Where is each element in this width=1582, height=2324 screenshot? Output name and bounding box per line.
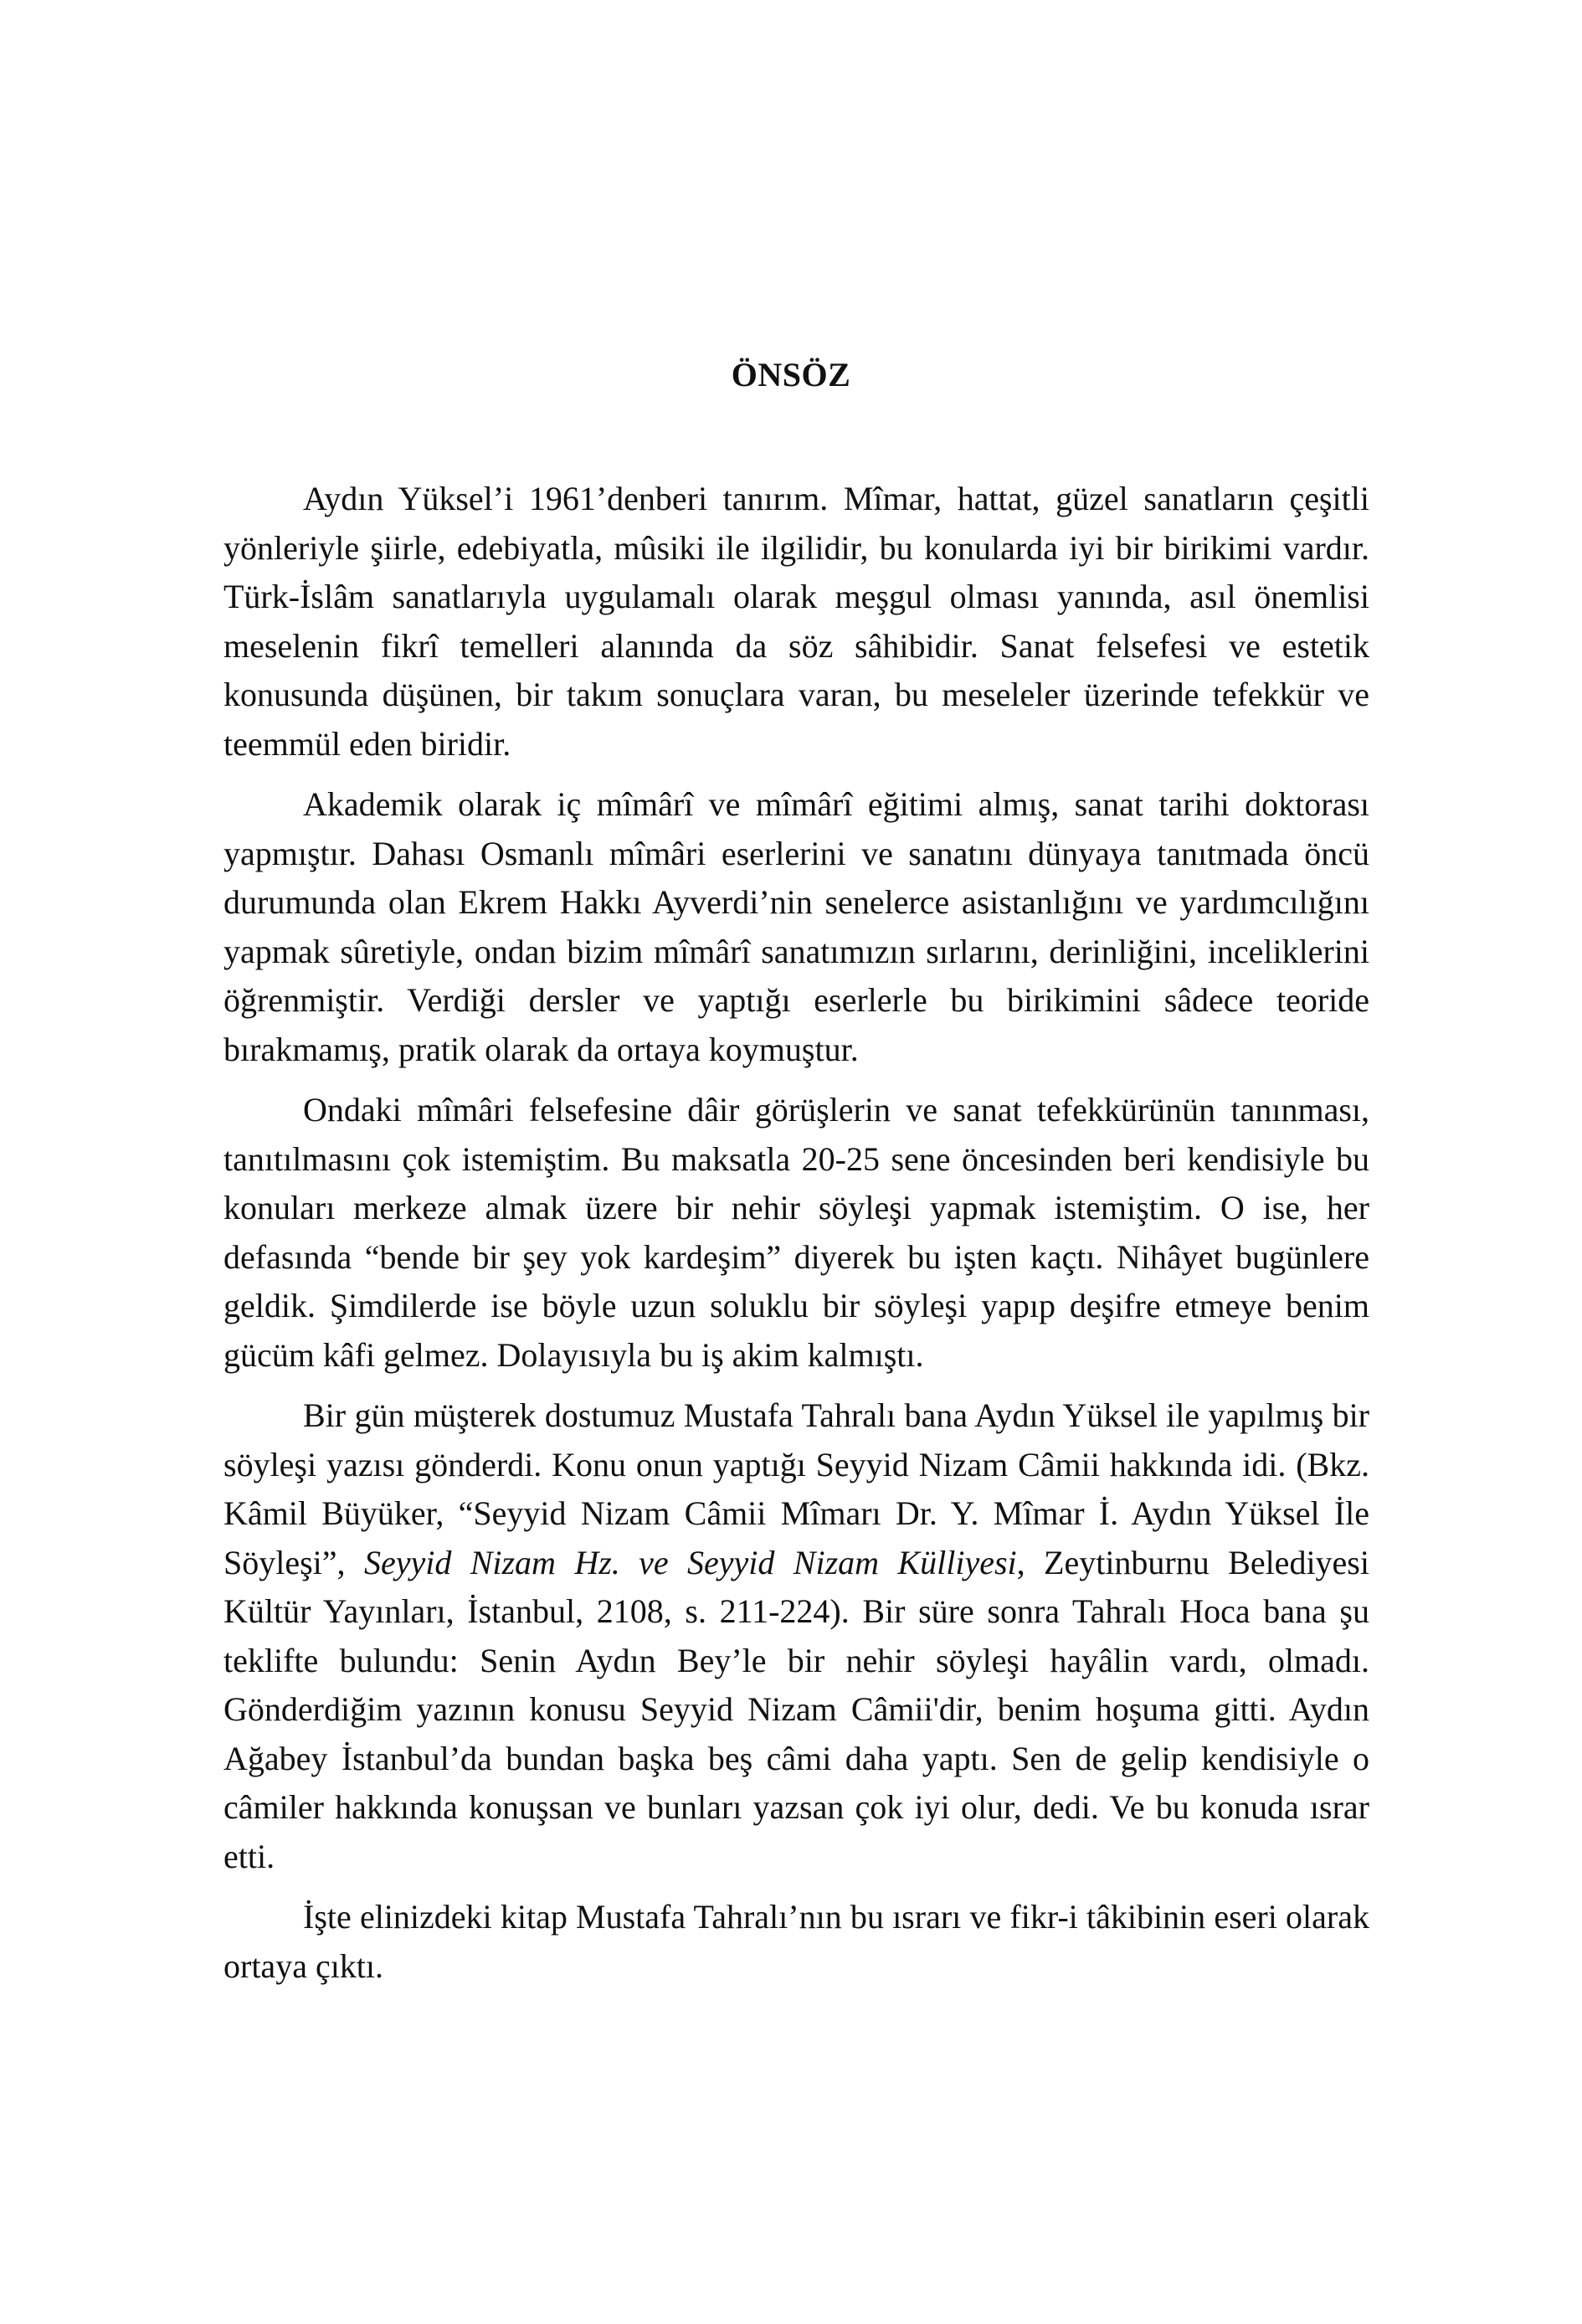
preface-body — [223, 475, 1369, 2003]
paragraph-1 — [223, 475, 1369, 769]
paragraph-4-text-a: Bir gün müşterek dostumuz Mustafa Tahralı bana Aydın Yüksel ile yapılmış bir söyleşi yazısı gönderdi. Konu onun yaptığı Seyyid Nizam Câmii hakkında idi. (Bkz. Kâmil Büyüker, “Seyyid Nizam Câmii Mîmarı Dr. Y. Mîmar İ. Aydın Yüksel İle Söyleşi”, — [223, 1396, 1369, 1581]
paragraph-5-text: İşte elinizdeki kitap Mustafa Tahralı’nın bu ısrarı ve fikr-i tâkibinin eseri olarak ortaya çıktı. — [223, 1898, 1369, 1985]
page-title: ÖNSÖZ — [731, 356, 851, 393]
paragraph-4 — [223, 1391, 1369, 1881]
paragraph-3-text: Ondaki mîmâri felsefesine dâir görüşlerin ve sanat tefekkürünün tanınması, tanıtılmasını çok istemiştim. Bu maksatla 20-25 sene öncesinden beri kendisiyle bu konuları merkeze almak üzere bir nehir söyleşi yapmak istemiştim. O ise, her defasında “bende bir şey yok kardeşim” diyerek bu işten kaçtı. Nihâyet bugünlere geldik. Şimdilerde ise böyle uzun soluklu bir söyleşi yapıp deşifre etmeye benim gücüm kâfi gelmez. Dolayısıyla bu iş akim kalmıştı. — [223, 1091, 1369, 1374]
paragraph-1-text: Aydın Yüksel’i 1961’denberi tanırım. Mîmar, hattat, güzel sanatların çeşitli yönleriyle şiirle, edebiyatla, mûsiki ile ilgilidir, bu konularda iyi bir birikimi vardır. Türk-İslâm sanatlarıyla uygulamalı olarak meşgul olması yanında, asıl önemlisi meselenin fikrî temelleri alanında da söz sâhibidir. Sanat felsefesi ve estetik konusunda düşünen, bir takım sonuçlara varan, bu meseleler üzerinde tefekkür ve teemmül eden biridir. — [223, 480, 1369, 763]
paragraph-2-text: Akademik olarak iç mîmârî ve mîmârî eğitimi almış, sanat tarihi doktorası yapmıştır. Dahası Osmanlı mîmâri eserlerini ve sanatını dünyaya tanıtmada öncü durumunda olan Ekrem Hakkı Ayverdi’nin senelerce asistanlığını ve yardımcılığını yapmak sûretiyle, ondan bizim mîmârî sanatımızın sırlarını, derinliğini, inceliklerini öğrenmiştir. Verdiği dersler ve yaptığı eserlerle bu birikimini sâdece teoride bırakmamış, pratik olarak da ortaya koymuştur. — [223, 785, 1369, 1068]
book-title-italic: Seyyid Nizam Hz. ve Seyyid Nizam Külliyesi — [363, 1543, 1017, 1581]
paragraph-4-text-b: , Zeytinburnu Belediyesi Kültür Yayınları, İstanbul, 2108, s. 211-224). Bir süre sonra Tahralı Hoca bana şu teklifte bulundu: Senin Aydın Bey’le bir nehir söyleşi hayâlin vardı, olmadı. Gönderdiğim yazının konusu Seyyid Nizam Câmii'dir, benim hoşuma gitti. Aydın Ağabey İstanbul’da bundan başka beş câmi daha yaptı. Sen de gelip kendisiyle o câmiler hakkında konuşsan ve bunları yazsan çok iyi olur, dedi. Ve bu konuda ısrar etti. — [223, 1543, 1369, 1875]
paragraph-2 — [223, 780, 1369, 1074]
paragraph-3 — [223, 1086, 1369, 1380]
paragraph-5 — [223, 1893, 1369, 1991]
